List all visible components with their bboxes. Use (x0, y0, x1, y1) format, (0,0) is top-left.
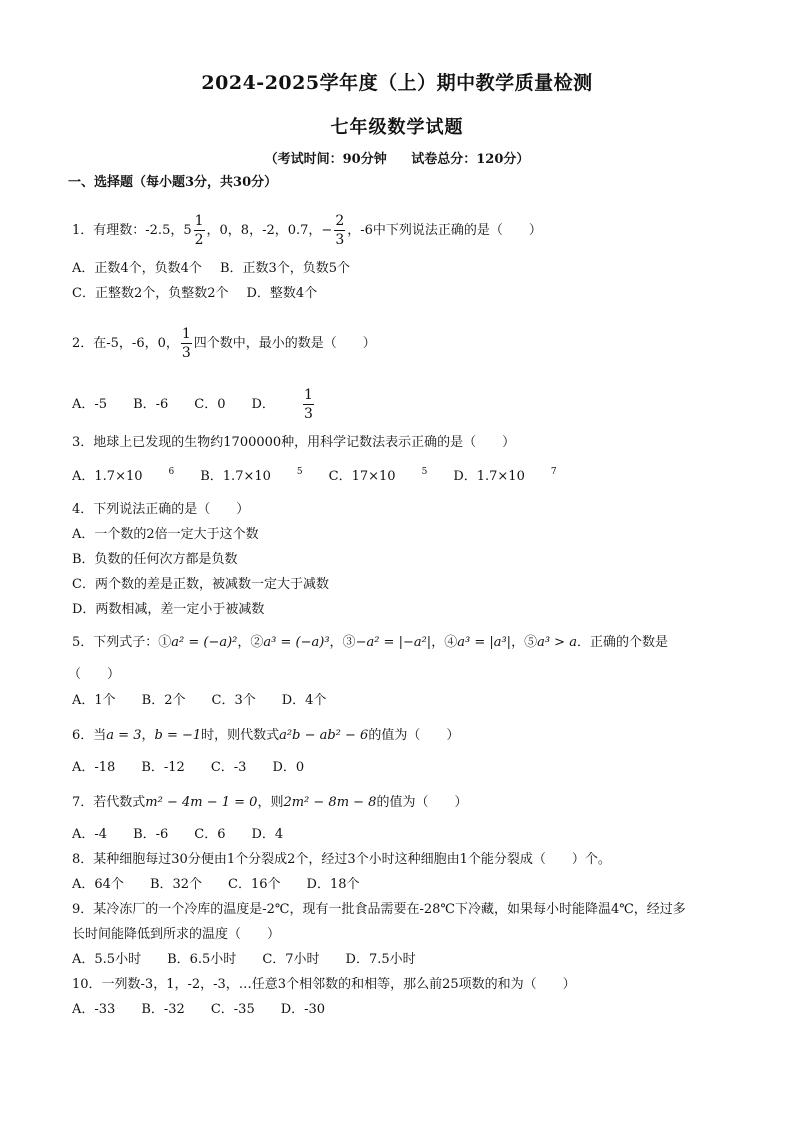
question-1-options-row2 (72, 285, 335, 303)
question-8: 8．某种细胞每过30分便由1个分裂成2个，经过3个小时这种细胞由1个能分裂成（ ）个。 (72, 852, 611, 867)
question-10-options (72, 1001, 351, 1019)
exam-info (0, 148, 794, 167)
option-a[interactable]: A．一个数的2倍一定大于这个数 (72, 527, 259, 542)
math-expression: a² = (−a)² (171, 635, 238, 650)
math-expression: a²b − ab² − 6 (279, 728, 369, 743)
option-c[interactable]: C．7小时 (262, 952, 320, 967)
option-a[interactable]: A．1个 (72, 693, 116, 708)
question-4: 4．下列说法正确的是（ ） (72, 502, 250, 517)
exam-time: （考试时间：90分钟 (264, 152, 387, 167)
fraction: $\frac{1}{2}$ (194, 213, 204, 248)
question-1: 1．有理数：-2.5，5 $\frac{1}{2}$ ，0，8，-2，0.7，− $\frac{2}{3}$ ，-6中下列说法正确的是（ ） (72, 213, 542, 248)
option-c[interactable]: C．两个数的差是正数，被减数一定大于减数 (72, 577, 329, 592)
math-expression: a³ = |a³| (457, 635, 512, 650)
exam-subtitle: 七年级数学试题 (330, 117, 464, 138)
math-expression: −a² = |−a²| (355, 635, 432, 650)
option-d[interactable]: D．4个 (281, 693, 327, 708)
option-a[interactable]: A．5.5小时 (72, 952, 142, 967)
question-10: 10．一列数-3，1，-2，-3，…任意3个相邻数的和相等，那么前25项数的和为（ ） (72, 977, 576, 992)
option-c[interactable]: C．-3 (210, 760, 247, 775)
option-b[interactable]: B．-6 (133, 397, 169, 412)
option-a[interactable]: A．-33 (72, 1002, 116, 1017)
question-6: 6．当a = 3，b = −1时，则代数式a²b − ab² − 6的值为（ ） (72, 728, 460, 743)
fraction: $\frac{1}{3}$ (181, 326, 191, 361)
question-2: 2．在-5，-6，0， $\frac{1}{3}$ 四个数中，最小的数是（ ） (72, 326, 376, 361)
option-b[interactable]: B．6.5小时 (167, 952, 237, 967)
option-d[interactable]: D．4 (251, 827, 284, 842)
option-c[interactable]: C．-35 (210, 1002, 255, 1017)
answer-paren: （ ） (68, 667, 121, 682)
option-a[interactable]: A．64个 (72, 877, 124, 892)
question-7: 7．若代数式m² − 4m − 1 = 0，则2m² − 8m − 8的值为（ ） (72, 795, 468, 810)
question-7-options (72, 826, 309, 844)
option-c[interactable]: C．0 (194, 397, 226, 412)
option-b[interactable]: B．1.7×10 $^5$ (200, 466, 303, 484)
option-b[interactable]: B．2个 (141, 693, 186, 708)
question-9-options (72, 951, 442, 969)
question-9-continued: 长时间能降低到所求的温度（ ） (72, 927, 281, 942)
option-a[interactable]: A．1.7×10 $^6$ (72, 466, 175, 484)
option-c[interactable]: C．16个 (228, 877, 281, 892)
option-d[interactable]: D． $\frac{1}{3}$ (252, 397, 366, 412)
option-d[interactable]: D．整数4个 (246, 286, 318, 301)
math-expression: b = −1 (154, 728, 202, 743)
question-6-options (72, 759, 330, 777)
math-expression: 2m² − 8m − 8 (283, 795, 377, 810)
question-5-options (72, 692, 352, 710)
question-8-options (72, 876, 386, 894)
option-c[interactable]: C．6 (194, 827, 226, 842)
option-c[interactable]: C．17×10 $^5$ (328, 466, 428, 484)
option-a[interactable]: A．-5 (72, 397, 108, 412)
math-expression: m² − 4m − 1 = 0 (145, 795, 258, 810)
section-heading: 一、选择题（每小题3分，共30分） (68, 175, 278, 190)
fraction: $\frac{1}{3}$ (303, 387, 313, 422)
total-score: 试卷总分：120分） (411, 152, 530, 167)
option-d[interactable]: D．-30 (280, 1002, 326, 1017)
question-3-options (72, 468, 583, 486)
math-expression: a³ = (−a)³ (263, 635, 330, 650)
option-d[interactable]: D．0 (272, 760, 305, 775)
question-9: 9．某冷冻厂的一个冷库的温度是-2℃，现有一批食品需要在-28℃下冷藏，如果每小时能降温4℃，经过多 (72, 902, 686, 917)
option-b[interactable]: B．-12 (141, 760, 185, 775)
option-b[interactable]: B．-6 (133, 827, 169, 842)
math-expression: a³ > a (537, 635, 577, 650)
option-a[interactable]: A．正数4个，负数4个 (72, 261, 202, 276)
option-b[interactable]: B．负数的任何次方都是负数 (72, 552, 238, 567)
option-a[interactable]: A．-4 (72, 827, 108, 842)
option-d[interactable]: D．7.5小时 (345, 952, 416, 967)
option-b[interactable]: B．正数3个，负数5个 (219, 261, 351, 276)
exam-title: 2024-2025学年度（上）期中教学质量检测 (201, 72, 593, 94)
option-b[interactable]: B．32个 (149, 877, 203, 892)
math-expression: a = 3 (106, 728, 142, 743)
option-c[interactable]: C．3个 (211, 693, 256, 708)
question-3: 3．地球上已发现的生物约1700000种，用科学记数法表示正确的是（ ） (72, 435, 516, 450)
question-2-options (72, 388, 392, 421)
option-b[interactable]: B．-32 (141, 1002, 185, 1017)
question-5: 5．下列式子：①a² = (−a)²，②a³ = (−a)³，③−a² = |−a²|，④a³ = |a³|，⑤a³ > a．正确的个数是 (72, 635, 668, 650)
option-d[interactable]: D．18个 (306, 877, 360, 892)
option-d[interactable]: D．两数相减，差一定小于被减数 (72, 602, 265, 617)
option-c[interactable]: C．正整数2个，负整数2个 (72, 286, 229, 301)
option-d[interactable]: D．1.7×10 $^7$ (453, 466, 557, 484)
option-a[interactable]: A．-18 (72, 760, 116, 775)
question-1-options-row1 (72, 260, 368, 278)
fraction: $\frac{2}{3}$ (335, 213, 345, 248)
